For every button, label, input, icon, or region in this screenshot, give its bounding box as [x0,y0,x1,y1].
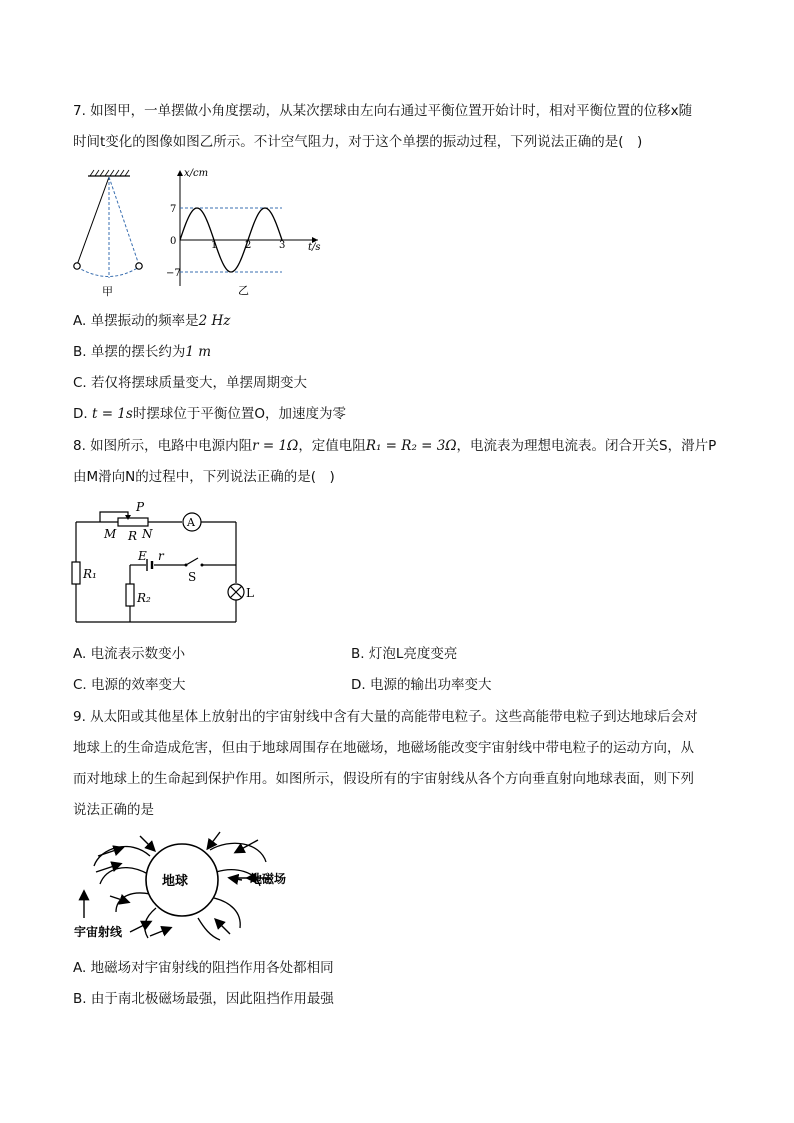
y-tick-neg: −7 [166,268,181,279]
circuit-diagram [66,498,266,628]
origin-label: 0 [170,236,177,247]
x-tick-3: 3 [279,240,286,251]
x-tick-1: 1 [211,240,218,251]
x-tick-2: 2 [245,240,252,251]
q8-option-b[interactable]: B. 灯泡L亮度变亮 [351,646,458,662]
q9-stem-line1: 9. 从太阳或其他星体上放射出的宇宙射线中含有大量的高能带电粒子。这些高能带电粒子到达地球后会对 [73,709,698,725]
fig-jia-label: 甲 [102,285,113,298]
q9-stem-line3: 而对地球上的生命起到保护作用。如图所示，假设所有的宇宙射线从各个方向垂直射向地球表面，则下列 [73,771,694,787]
q7-option-c[interactable]: C. 若仅将摆球质量变大，单摆周期变大 [73,375,308,391]
svg-text:S: S [188,570,197,584]
q7-option-d[interactable]: D. t = 1s时摆球位于平衡位置O，加速度为零 [73,406,346,422]
svg-text:A: A [187,516,195,529]
svg-text:宇宙射线: 宇宙射线 [74,925,123,939]
svg-text:R₁: R₁ [83,567,97,581]
q8-stem-line2: 由M滑向N的过程中，下列说法正确的是( ) [73,469,335,485]
q8-option-d[interactable]: D. 电源的输出功率变大 [351,677,492,693]
q8-stem-line1: 8. 如图所示，电路中电源内阻r = 1Ω，定值电阻R₁ = R₂ = 3Ω，电流表为理想电流表。闭合开关S，滑片P [73,438,717,454]
earth-magnetic-field-figure [70,828,310,946]
q9-stem-line2: 地球上的生命造成危害，但由于地球周围存在地磁场，地磁场能改变宇宙射线中带电粒子的运动方向，从 [73,740,694,756]
svg-text:E: E [138,549,147,563]
pendulum-figure [66,168,162,300]
y-axis-label: x/cm [184,168,209,179]
svg-text:L: L [246,586,254,600]
q7-stem-line1: 7. 如图甲，一单摆做小角度摆动，从某次摆球由左向右通过平衡位置开始计时，相对平衡位置的位移x随 [73,103,693,119]
fig-yi-label: 乙 [238,284,249,297]
svg-text:R₂: R₂ [137,591,151,605]
q7-option-a[interactable]: A. 单摆振动的频率是2 Hz [73,313,231,329]
svg-text:地球: 地球 [162,874,189,889]
q8-option-a[interactable]: A. 电流表示数变小 [73,646,186,662]
svg-text:M: M [104,527,117,541]
q9-option-a[interactable]: A. 地磁场对宇宙射线的阻挡作用各处都相同 [73,960,334,976]
x-axis-label: t/s [308,242,321,253]
q8-option-c[interactable]: C. 电源的效率变大 [73,677,186,693]
svg-text:R: R [128,529,138,543]
q7-option-b[interactable]: B. 单摆的摆长约为1 m [73,344,212,360]
y-tick-pos: 7 [170,204,177,215]
q9-stem-line4: 说法正确的是 [73,802,154,818]
q7-stem-line2: 时间t变化的图像如图乙所示。不计空气阻力，对于这个单摆的振动过程，下列说法正确的是( ) [73,134,643,150]
svg-text:P: P [136,500,145,514]
svg-text:地磁场: 地磁场 [250,872,287,886]
svg-text:N: N [142,527,153,541]
q9-option-b[interactable]: B. 由于南北极磁场最强，因此阻挡作用最强 [73,991,334,1007]
svg-text:r: r [158,549,164,563]
displacement-time-graph [166,166,326,300]
